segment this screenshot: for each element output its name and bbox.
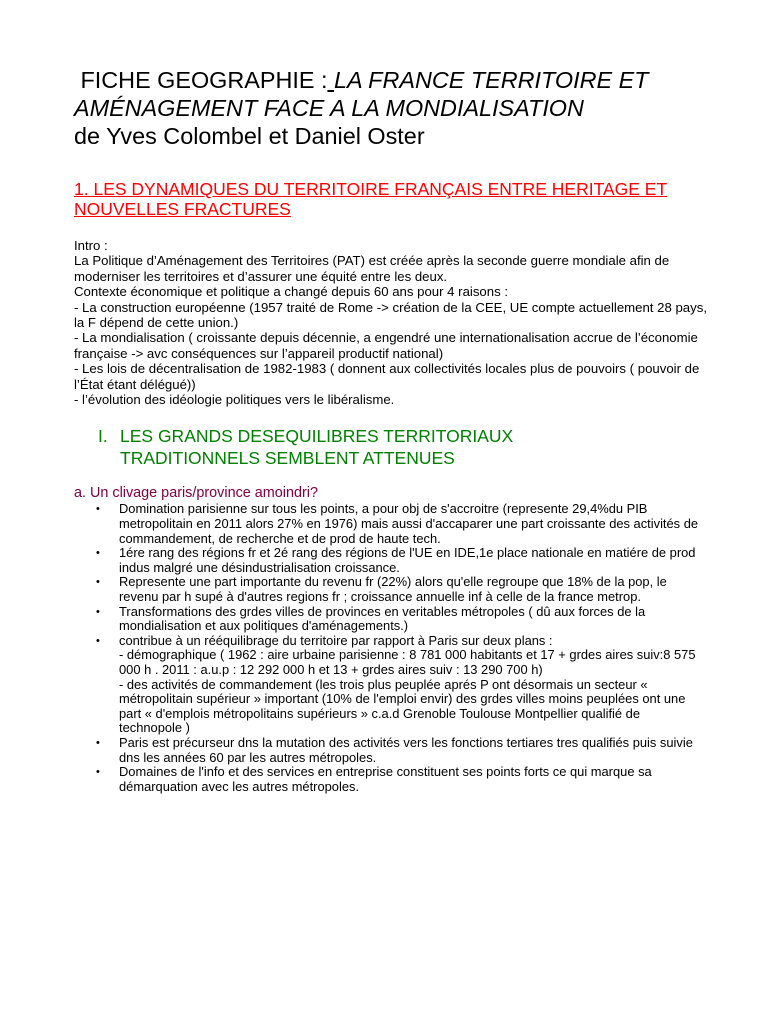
bullet-icon: •	[96, 576, 100, 589]
list-item	[74, 575, 714, 604]
list-item-text: Paris est précurseur dns la mutation des activités vers les fonctions tertiares tres qualifiés puis suivie dns les années 60 par les autres métropoles.	[119, 734, 693, 765]
intro-line: - La construction européenne (1957 traité de Rome -> création de la CEE, UE compte actuellement 28 pays, la F dépend de cette union.)	[74, 299, 707, 331]
list-item	[74, 634, 714, 736]
bullet-list	[74, 502, 714, 794]
list-item-text: Transformations des grdes villes de provinces en veritables métropoles ( dû aux forces de la mondialisation et aux politiques d'aménagements.)	[119, 603, 646, 634]
bullet-icon: •	[96, 605, 100, 618]
list-item-text: Represente une part importante du revenu fr (22%) alors qu'elle regroupe que 18% de la pop, le revenu par h supé à d'autres regions fr ; croissance annuelle inf à celle de la france metrop.	[119, 574, 667, 605]
list-item-text: Domination parisienne sur tous les points, a pour obj de s'accroitre (represente 29,4%du PIB metropolitain en 2011 alors 27% en 1976) mais aussi d'accaparer une part croissante des activités de commandement, de recherche et de prod de haute tech.	[119, 501, 699, 546]
document-title	[74, 66, 714, 150]
intro-line: Contexte économique et politique a changé depuis 60 ans pour 4 raisons :	[74, 284, 509, 300]
intro-line: - La mondialisation ( croissante depuis décennie, a engendré une internationalisation accrue de l’économie française -> avc conséquences sur l’appareil productif national)	[74, 330, 698, 361]
list-item-text: contribue à un rééquilibrage du territoire par rapport à Paris sur deux plans : - démographique ( 1962 : aire urbaine parisienne : 8 781 000 habitants et 17 + grdes aires suiv:8 575 000 h . 2011 : a.u.p : 12 292 000 h et 13 + grdes aires suiv : 13 290 700 h) - des activités de commandement (les trois plus peuplée aprés P ont désormais un secteur « métropolitain supérieur » important (10% de l'emploi envir) des grdes villes moins peuplées ont une part « d'emplois métropolitains supérieurs » c.a.d Grenoble Toulouse Montpellier qualifié de technopole )	[119, 632, 696, 736]
bullet-icon: •	[96, 503, 100, 516]
bullet-icon: •	[96, 547, 100, 560]
section-heading-1: 1. LES DYNAMIQUES DU TERRITOIRE FRANÇAIS ENTRE HERITAGE ET NOUVELLES FRACTURES	[74, 179, 668, 219]
list-item-text: Domaines de l'info et des services en entreprise constituent ses points forts ce qui marque sa démarquation avec les autres métropoles.	[119, 764, 652, 794]
part-heading-text: LES GRANDS DESEQUILIBRES TERRITORIAUX TRADITIONNELS SEMBLENT ATTENUES	[120, 426, 514, 468]
document-page	[74, 66, 714, 794]
part-number: I.	[98, 426, 108, 447]
list-item	[74, 765, 714, 794]
intro-line: La Politique d’Aménagement des Territoires (PAT) est créée après la seconde guerre mondiale afin de moderniser les territoires et d’assurer une équité entre les deux.	[74, 253, 670, 284]
list-item	[74, 736, 714, 765]
intro-label: Intro :	[74, 238, 108, 253]
title-italic: LA FRANCE TERRITOIRE ET AMÉNAGEMENT FACE A LA MONDIALISATION	[74, 67, 649, 121]
intro-line: - l’évolution des idéologie politiques vers le libéralisme.	[74, 392, 395, 408]
list-item	[74, 546, 714, 575]
bullet-icon: •	[96, 766, 100, 779]
list-item	[74, 502, 714, 546]
bullet-icon: •	[96, 736, 100, 749]
intro-block	[74, 238, 714, 407]
list-item	[74, 605, 714, 634]
part-heading	[74, 426, 714, 469]
bullet-icon: •	[96, 634, 100, 647]
intro-line: - Les lois de décentralisation de 1982-1983 ( donnent aux collectivités locales plus de pouvoirs ( pouvoir de l’État étant délégué))	[74, 361, 700, 392]
subsection-heading: a. Un clivage paris/province amoindri?	[74, 485, 318, 502]
title-lead: FICHE GEOGRAPHIE :	[74, 67, 328, 93]
title-authors: de Yves Colombel et Daniel Oster	[74, 123, 425, 149]
list-item-text: 1ére rang des régions fr et 2é rang des régions de l'UE en IDE,1e place nationale en matiére de prod indus malgré une désindustrialisation croissance.	[119, 545, 696, 575]
